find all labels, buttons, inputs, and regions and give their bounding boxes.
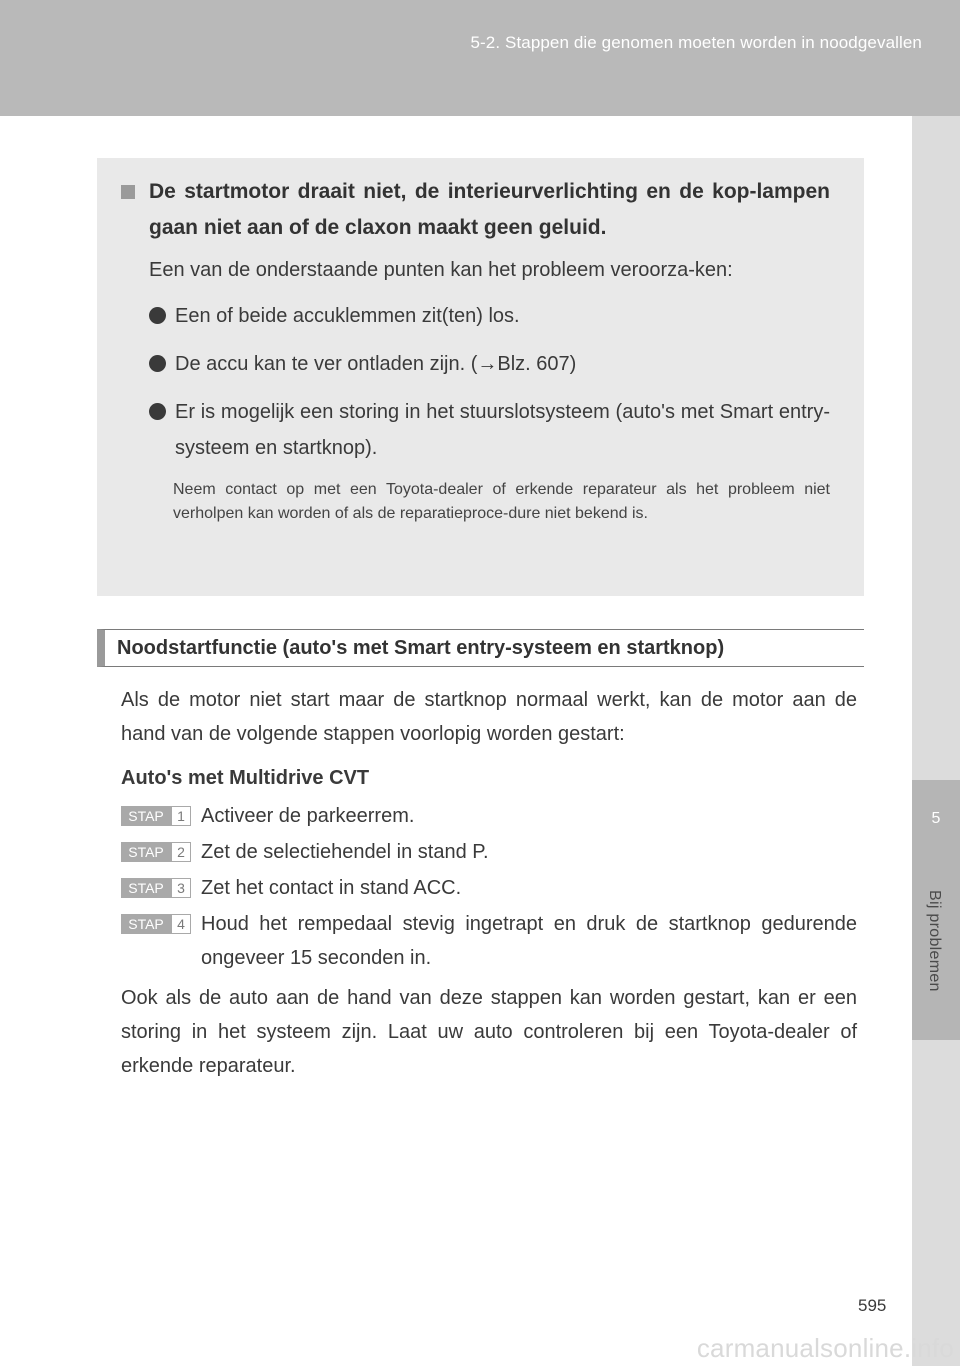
step-number: 4 xyxy=(171,914,191,934)
step-badge xyxy=(121,878,191,898)
step-badge-label: STAP xyxy=(128,808,164,824)
step-item xyxy=(121,907,857,975)
step-badge-label: STAP xyxy=(128,916,164,932)
step-list xyxy=(121,799,857,975)
closing-paragraph: Ook als de auto aan de hand van deze stappen kan worden gestart, kan er een storing in het systeem zijn. Laat uw auto controleren bij een Toyota-dealer of erkende reparateur. xyxy=(121,987,857,1077)
step-badge xyxy=(121,914,191,934)
section-heading: Noodstartfunctie (auto's met Smart entry-systeem en startknop) xyxy=(97,629,864,667)
step-text: Houd het rempedaal stevig ingetrapt en druk de startknop gedurende ongeveer 15 seconden in. xyxy=(201,913,857,969)
sub-heading: Auto's met Multidrive CVT xyxy=(121,767,370,789)
list-item xyxy=(149,298,830,334)
step-text: Zet het contact in stand ACC. xyxy=(201,877,462,899)
note-heading-text: De startmotor draait niet, de interieurverlichting en de kop-lampen gaan niet aan of de claxon maakt geen geluid. xyxy=(149,180,830,239)
step-badge-label: STAP xyxy=(128,844,164,860)
header-band xyxy=(0,0,960,116)
list-item xyxy=(149,394,830,466)
note-intro: Een van de onderstaande punten kan het probleem veroorza-ken: xyxy=(149,259,733,281)
step-badge xyxy=(121,806,191,826)
watermark: carmanualsonline.info xyxy=(696,1333,954,1363)
note-heading xyxy=(121,174,830,246)
square-bullet-icon xyxy=(121,185,135,199)
section-title: 5-2. Stappen die genomen moeten worden in noodgevallen xyxy=(470,33,922,52)
cause-list xyxy=(121,298,830,466)
dealer-note: Neem contact op met een Toyota-dealer of erkende reparateur als het probleem niet verholpen kan worden of als de reparatieproce-dure niet bekend is. xyxy=(173,481,830,522)
side-tab xyxy=(912,116,960,1366)
step-number: 3 xyxy=(171,878,191,898)
list-item-text: De accu kan te ver ontladen zijn. (→Blz. 607) xyxy=(175,353,577,375)
step-badge xyxy=(121,842,191,862)
step-number: 1 xyxy=(171,806,191,826)
list-item-text: Er is mogelijk een storing in het stuurslotsysteem (auto's met Smart entry-systeem en startknop). xyxy=(175,401,830,459)
bullet-icon xyxy=(149,403,166,420)
step-text: Zet de selectiehendel in stand P. xyxy=(201,841,489,863)
list-item xyxy=(149,346,830,382)
step-badge-label: STAP xyxy=(128,880,164,896)
list-item-text: Een of beide accuklemmen zit(ten) los. xyxy=(175,305,520,327)
bullet-icon xyxy=(149,355,166,372)
step-item xyxy=(121,835,857,869)
step-number: 2 xyxy=(171,842,191,862)
chapter-tab[interactable] xyxy=(912,780,960,1040)
page-number: 595 xyxy=(858,1296,887,1315)
chapter-label: Bij problemen xyxy=(926,890,943,992)
step-item xyxy=(121,871,857,905)
chapter-number: 5 xyxy=(931,810,941,827)
section-body xyxy=(121,683,857,1083)
bullet-icon xyxy=(149,307,166,324)
intro-paragraph: Als de motor niet start maar de startknop normaal werkt, kan de motor aan de hand van de volgende stappen voorlopig worden gestart: xyxy=(121,689,857,745)
step-item xyxy=(121,799,857,833)
step-text: Activeer de parkeerrem. xyxy=(201,805,415,827)
info-box xyxy=(97,158,864,596)
